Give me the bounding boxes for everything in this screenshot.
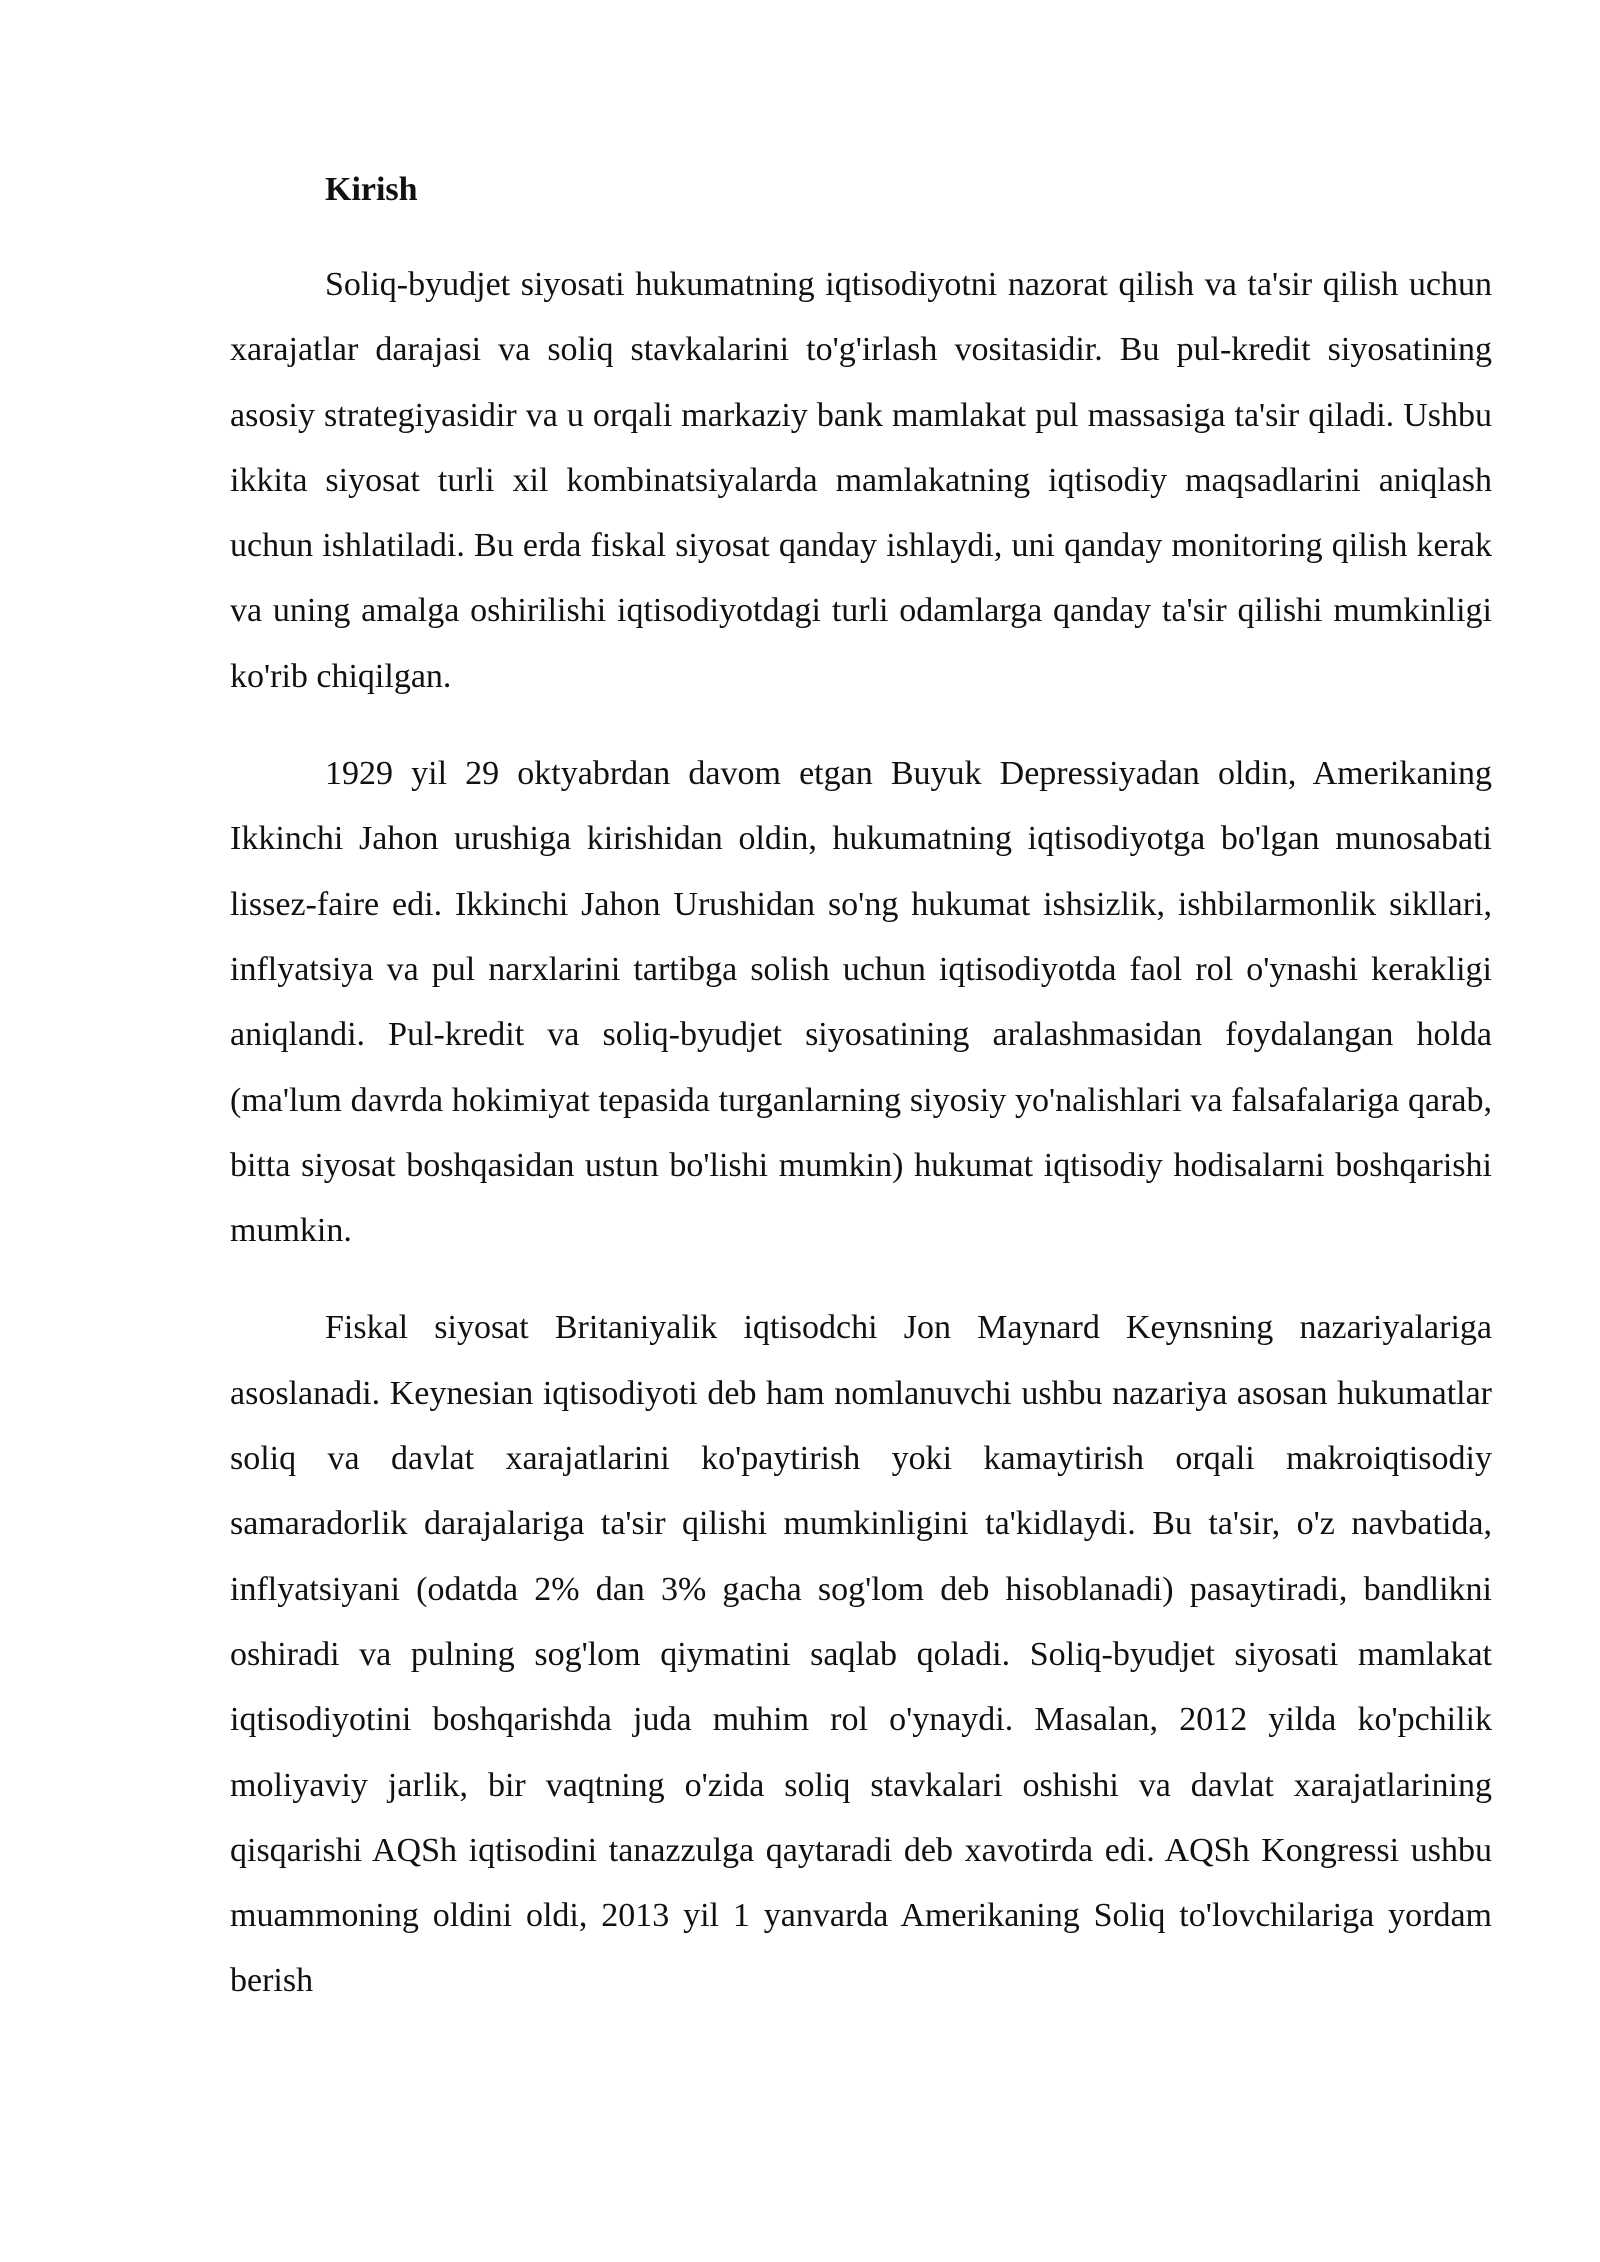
section-heading: Kirish xyxy=(325,171,418,208)
paragraph-3: Fiskal siyosat Britaniyalik iqtisodchi Jon Maynard Keynsning nazariyalariga asoslanadi. Keynesian iqtisodiyoti deb ham nomlanuvchi ushbu nazariya asosan hukumatlar soliq va davlat xarajatlarini ko'paytirish yoki kamaytirish orqali makroiqtisodiy samaradorlik darajalariga ta'sir qilishi mumkinligini ta'kidlaydi. Bu ta'sir, o'z navbatida, inflyatsiyani (odatda 2% dan 3% gacha sog'lom deb hisoblanadi) pasaytiradi, bandlikni oshiradi va pulning sog'lom qiymatini saqlab qoladi. Soliq-byudjet siyosati mamlakat iqtisodiyotini boshqarishda juda muhim rol o'ynaydi. Masalan, 2012 yilda ko'pchilik moliyaviy jarlik, bir vaqtning o'zida soliq stavkalari oshishi va davlat xarajatlarining qisqarishi AQSh iqtisodini tanazzulga qaytaradi deb xavotirda edi. AQSh Kongressi ushbu muammoning oldini oldi, 2013 yil 1 yanvarda Amerikaning Soliq to'lovchilariga yordam berish xyxy=(230,1309,1492,2000)
paragraph-2: 1929 yil 29 oktyabrdan davom etgan Buyuk Depressiyadan oldin, Amerikaning Ikkinchi Jahon urushiga kirishidan oldin, hukumatning iqtisodiyotga bo'lgan munosabati lissez-faire edi. Ikkinchi Jahon Urushidan so'ng hukumat ishsizlik, ishbilarmonlik sikllari, inflyatsiya va pul narxlarini tartibga solish uchun iqtisodiyotda faol rol o'ynashi kerakligi aniqlandi. Pul-kredit va soliq-byudjet siyosatining aralashmasidan foydalangan holda (ma'lum davrda hokimiyat tepasida turganlarning siyosiy yo'nalishlari va falsafalariga qarab, bitta siyosat boshqasidan ustun bo'lishi mumkin) hukumat iqtisodiy hodisalarni boshqarishi mumkin. xyxy=(230,755,1492,1250)
paragraph-1: Soliq-byudjet siyosati hukumatning iqtisodiyotni nazorat qilish va ta'sir qilish uchun xarajatlar darajasi va soliq stavkalarini to'g'irlash vositasidir. Bu pul-kredit siyosatining asosiy strategiyasidir va u orqali markaziy bank mamlakat pul massasiga ta'sir qiladi. Ushbu ikkita siyosat turli xil kombinatsiyalarda mamlakatning iqtisodiy maqsadlarini aniqlash uchun ishlatiladi. Bu erda fiskal siyosat qanday ishlaydi, uni qanday monitoring qilish kerak va uning amalga oshirilishi iqtisodiyotdagi turli odamlarga qanday ta'sir qilishi mumkinligi ko'rib chiqilgan. xyxy=(230,266,1492,695)
document-body xyxy=(230,160,1492,2046)
